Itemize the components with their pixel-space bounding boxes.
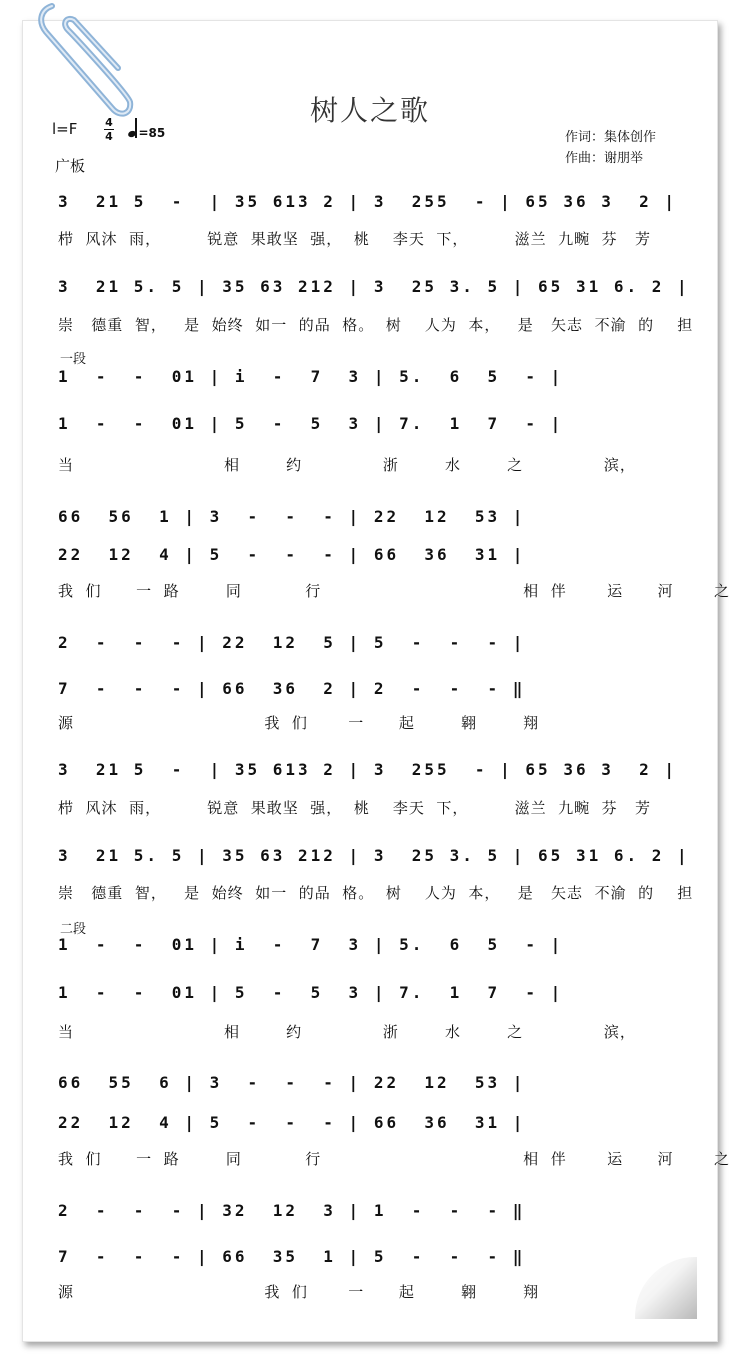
notation-text: 1 - - 01 | 5 - 5 3 | 7. 1 7 - | — [58, 414, 564, 433]
lyrics-line: 我 们 一 路 同 行 相 伴 运 河 之 — [58, 1150, 731, 1168]
notation-text: 1 - - 01 | 5 - 5 3 | 7. 1 7 - | — [58, 983, 564, 1002]
lyrics-line: 崇 德重 智， 是 始终 如一 的品 格。 树 人为 本， 是 矢志 不渝 的 担 — [58, 884, 694, 902]
notation-row — [58, 192, 688, 216]
credits — [565, 127, 656, 169]
notation-text: 22 12 4 | 5 - - - | 66 36 31 | — [58, 1113, 526, 1132]
lyrics-line: 栉 风沐 雨， 锐意 果敢坚 强， 桃 李天 下， 滋兰 九畹 芬 芳 — [58, 230, 651, 248]
notation-text: 7 - - - | 66 35 1 | 5 - - - ‖ — [58, 1247, 526, 1266]
tempo-marking — [128, 120, 165, 140]
notation-row — [58, 935, 688, 959]
notation-text: 3 21 5 - | 35 613 2 | 3 255 - | 65 36 3 2 | — [58, 760, 678, 779]
notation-row — [58, 846, 688, 870]
notation-row — [58, 760, 688, 784]
notation-row — [58, 507, 688, 531]
lyrics-line: 源 我 们 一 起 翱 翔 — [58, 1283, 540, 1301]
speed-marking: 广板 — [55, 157, 86, 175]
lyrics-line: 源 我 们 一 起 翱 翔 — [58, 714, 540, 732]
lyrics-line: 栉 风沐 雨， 锐意 果敢坚 强， 桃 李天 下， 滋兰 九畹 芬 芳 — [58, 799, 651, 817]
notation-row — [58, 1247, 688, 1271]
notation-text: 3 21 5. 5 | 35 63 212 | 3 25 3. 5 | 65 31 6. 2 | — [58, 846, 690, 865]
section-label-one: 一段 — [60, 352, 87, 367]
notation-row — [58, 1201, 688, 1225]
time-signature-bottom: 4 — [105, 130, 113, 143]
notation-row — [58, 633, 688, 657]
notation-row — [58, 1113, 688, 1137]
paperclip-icon — [32, 0, 142, 120]
composer: 作曲：谢朋举 — [565, 151, 644, 166]
lyrics-line: 我 们 一 路 同 行 相 伴 运 河 之 — [58, 582, 731, 600]
time-signature — [104, 116, 114, 143]
notation-text: 3 21 5. 5 | 35 63 212 | 3 25 3. 5 | 65 31 6. 2 | — [58, 277, 690, 296]
song-title: 树人之歌 — [309, 94, 430, 127]
lyricist: 作词：集体创作 — [565, 130, 657, 145]
notation-text: 66 55 6 | 3 - - - | 22 12 53 | — [58, 1073, 526, 1092]
time-signature-top: 4 — [105, 116, 113, 129]
key-signature: l=F — [52, 120, 78, 138]
lyrics-line: 崇 德重 智， 是 始终 如一 的品 格。 树 人为 本， 是 矢志 不渝 的 担 — [58, 316, 694, 334]
notation-text: 22 12 4 | 5 - - - | 66 36 31 | — [58, 545, 526, 564]
notation-text: 66 56 1 | 3 - - - | 22 12 53 | — [58, 507, 526, 526]
notation-row — [58, 277, 688, 301]
notation-row — [58, 1073, 688, 1097]
lyrics-line: 当 相 约 浙 水 之 滨， — [58, 1023, 636, 1041]
lyrics-line: 当 相 约 浙 水 之 滨， — [58, 456, 636, 474]
section-label-two: 二段 — [60, 922, 87, 937]
notation-text: 3 21 5 - | 35 613 2 | 3 255 - | 65 36 3 2 | — [58, 192, 678, 211]
notation-row — [58, 983, 688, 1007]
tempo-value: =85 — [138, 126, 166, 140]
notation-row — [58, 545, 688, 569]
notation-text: 2 - - - | 32 12 3 | 1 - - - ‖ — [58, 1201, 526, 1220]
notation-text: 7 - - - | 66 36 2 | 2 - - - ‖ — [58, 679, 526, 698]
notation-row — [58, 679, 688, 703]
notation-text: 1 - - 01 | i - 7 3 | 5. 6 5 - | — [58, 935, 564, 954]
notation-row — [58, 414, 688, 438]
notation-text: 1 - - 01 | i - 7 3 | 5. 6 5 - | — [58, 367, 564, 386]
notation-text: 2 - - - | 22 12 5 | 5 - - - | — [58, 633, 526, 652]
notation-row — [58, 367, 688, 391]
